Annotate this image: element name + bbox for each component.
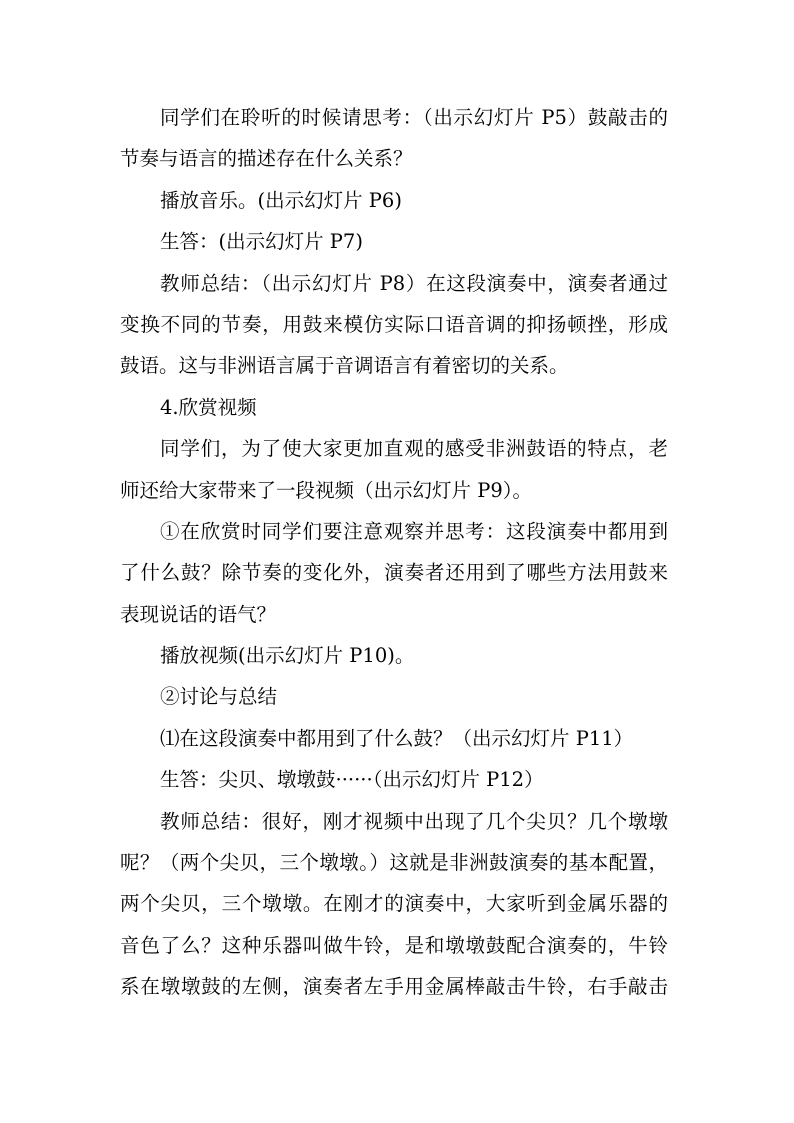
paragraph-line: 生答：尖贝、墩墩鼓······（出示幻灯片 P12） <box>160 768 544 792</box>
paragraph-line: 同学们在聆听的时候请思考：（出示幻灯片 P5）鼓敲击的 <box>160 106 668 129</box>
paragraph-line: 师还给大家带来了一段视频（出示幻灯片 P9）。 <box>120 478 532 502</box>
document-body <box>120 97 668 1008</box>
paragraph-line: 教师总结：很好，刚才视频中出现了几个尖贝？几个墩墩 <box>160 809 668 833</box>
paragraph-line: ①在欣赏时同学们要注意观察并思考：这段演奏中都用到 <box>160 519 668 543</box>
paragraph-line: 鼓语。这与非洲语言属于音调语言有着密切的关系。 <box>120 354 569 378</box>
paragraph-line: 同学们，为了使大家更加直观的感受非洲鼓语的特点，老 <box>160 437 668 461</box>
paragraph-line: ②讨论与总结 <box>160 685 278 709</box>
paragraph-line: 变换不同的节奏，用鼓来模仿实际口语音调的抑扬顿挫，形成 <box>120 312 668 336</box>
paragraph-line: 呢？（两个尖贝，三个墩墩。）这就是非洲鼓演奏的基本配置， <box>120 851 668 875</box>
paragraph-line: 了什么鼓？除节奏的变化外，演奏者还用到了哪些方法用鼓来 <box>120 561 668 585</box>
paragraph-line: 教师总结：（出示幻灯片 P8）在这段演奏中，演奏者通过 <box>160 271 668 295</box>
paragraph-line: 系在墩墩鼓的左侧，演奏者左手用金属棒敲击牛铃，右手敲击 <box>120 975 668 999</box>
paragraph-line: 两个尖贝，三个墩墩。在刚才的演奏中，大家听到金属乐器的 <box>120 892 668 916</box>
paragraph-line: 播放音乐。(出示幻灯片 P6) <box>160 188 402 212</box>
paragraph-line: 播放视频(出示幻灯片 P10)。 <box>160 644 415 668</box>
paragraph-line: 生答：(出示幻灯片 P7) <box>160 230 363 254</box>
section-heading: 4.欣赏视频 <box>160 395 257 419</box>
paragraph-line: 表现说话的语气？ <box>120 602 277 626</box>
paragraph-line: ⑴在这段演奏中都用到了什么鼓？（出示幻灯片 P11） <box>160 726 634 750</box>
paragraph-line: 节奏与语言的描述存在什么关系？ <box>120 147 413 171</box>
paragraph-line: 音色了么？这种乐器叫做牛铃，是和墩墩鼓配合演奏的，牛铃 <box>120 933 668 957</box>
